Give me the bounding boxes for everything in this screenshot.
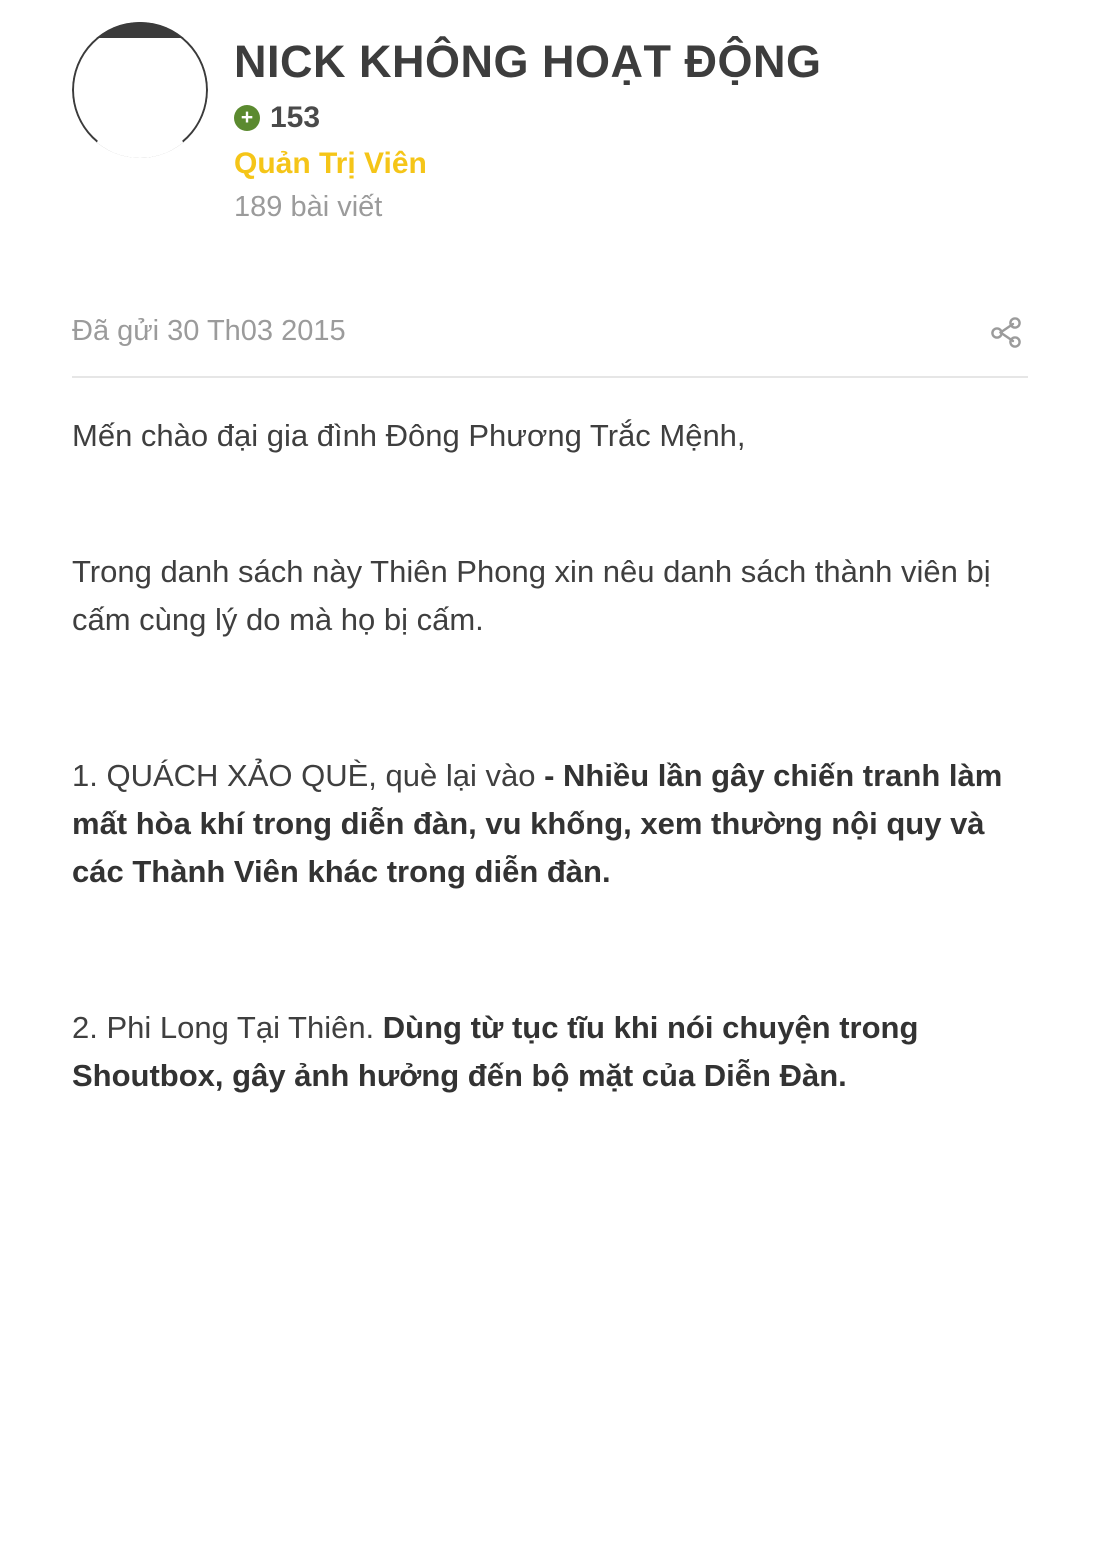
share-icon[interactable] (984, 310, 1028, 354)
plus-circle-icon: + (234, 105, 260, 131)
banned-member-name: 2. Phi Long Tại Thiên. (72, 1009, 383, 1045)
post-body (72, 378, 1028, 1100)
paragraph-text: Mến chào đại gia đình Đông Phương Trắc Mệnh, (72, 417, 746, 453)
paragraph-spacer (72, 896, 1028, 1004)
post-paragraph (72, 1004, 1028, 1100)
banned-member-reason: Dùng từ tục tĩu khi nói chuyện trong Shoutbox, gây ảnh hưởng đến bộ mặt của Diễn Đàn. (72, 1009, 919, 1093)
author-meta (234, 22, 822, 224)
reputation-row (234, 101, 822, 135)
author-group-title: Quản Trị Viên (234, 146, 427, 180)
post-meta (72, 310, 1028, 378)
author-post-count: 189 bài viết (234, 190, 383, 223)
paragraph-text: Trong danh sách này Thiên Phong xin nêu danh sách thành viên bị cấm cùng lý do mà họ bị cấm. (72, 553, 991, 637)
reputation-count: 153 (270, 100, 321, 134)
post-date: Đã gửi 30 Th03 2015 (72, 315, 346, 348)
post-paragraph (72, 412, 1028, 460)
banned-member-reason: - Nhiều lần gây chiến tranh làm mất hòa khí trong diễn đàn, vu khống, xem thường nội quy và các Thành Viên khác trong diễn đàn. (72, 757, 1003, 889)
avatar[interactable] (72, 22, 208, 158)
banned-member-name: 1. QUÁCH XẢO QUÈ, què lại vào (72, 757, 545, 793)
paragraph-spacer (72, 644, 1028, 752)
post-paragraph (72, 548, 1028, 644)
author-name[interactable]: NICK KHÔNG HOẠT ĐỘNG (234, 36, 822, 87)
paragraph-spacer (72, 460, 1028, 548)
post-paragraph (72, 752, 1028, 896)
author-header (72, 0, 1028, 224)
